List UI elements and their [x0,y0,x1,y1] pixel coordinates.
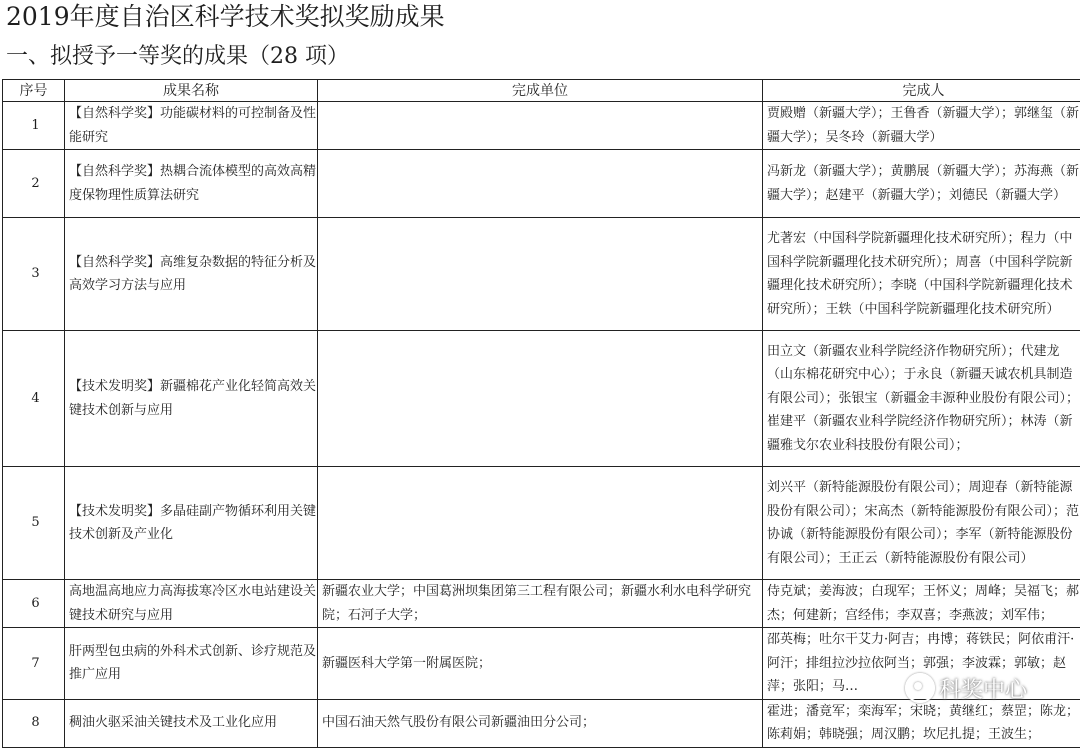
section-title: 一、拟授予一等奖的成果（28 项） [6,40,349,74]
row-unit: 新疆医科大学第一附属医院； [318,628,763,700]
table-header-row [3,80,1080,102]
row-name: 【技术发明奖】新疆棉花产业化轻简高效关键技术创新与应用 [65,331,318,467]
row-no: 8 [3,699,65,747]
row-no: 5 [3,467,65,580]
row-unit: 中国石油天然气股份有限公司新疆油田分公司； [318,699,763,747]
row-people: 霍进；潘竟军；栾海军；宋晓；黄继红；蔡罡；陈龙；陈莉娟；韩晓强；周汉鹏；坎尼扎提；王波生； [763,699,1080,747]
row-people: 尤著宏（中国科学院新疆理化技术研究所）；程力（中国科学院新疆理化技术研究所）；周喜（中国科学院新疆理化技术研究所）；李晓（中国科学院新疆理化技术研究所）；王轶（中国科学院新疆理化技术研究所） [763,218,1080,331]
table-row [3,467,1080,580]
row-unit [318,331,763,467]
document-title: 2019年度自治区科学技术奖拟奖励成果 [6,0,445,34]
row-people: 刘兴平（新特能源股份有限公司）；周迎春（新特能源股份有限公司）；宋高杰（新特能源股份有限公司）；范协诚（新特能源股份有限公司）；李军（新特能源股份有限公司）；王正云（新特能源股份有限公司） [763,467,1080,580]
table-row [3,580,1080,628]
row-unit [318,150,763,218]
row-no: 3 [3,218,65,331]
row-unit [318,102,763,150]
row-people: 侍克斌；姜海波；白现军；王怀义；周峰；吴福飞；郝杰；何建新；宫经伟；李双喜；李燕波；刘军伟； [763,580,1080,628]
table-row [3,150,1080,218]
row-people: 冯新龙（新疆大学）；黄鹏展（新疆大学）；苏海燕（新疆大学）；赵建平（新疆大学）；刘德民（新疆大学） [763,150,1080,218]
row-name: 【自然科学奖】热耦合流体模型的高效高精度保物理性质算法研究 [65,150,318,218]
row-people: 贾殿赠（新疆大学）；王鲁香（新疆大学）；郭继玺（新疆大学）；吴冬玲（新疆大学） [763,102,1080,150]
row-no: 7 [3,628,65,700]
row-no: 4 [3,331,65,467]
row-unit [318,218,763,331]
header-name: 成果名称 [65,80,318,102]
table-row [3,331,1080,467]
row-name: 稠油火驱采油关键技术及工业化应用 [65,699,318,747]
header-no: 序号 [3,80,65,102]
table-row [3,699,1080,747]
watermark-text: 科奖中心 [939,673,1027,704]
row-no: 1 [3,102,65,150]
header-unit: 完成单位 [318,80,763,102]
row-no: 2 [3,150,65,218]
row-people: 邵英梅；吐尔干艾力·阿吉；冉博；蒋铁民；阿依甫汗·阿汗；排组拉沙拉依阿当；郭强；李波霖；郭敏；赵萍；张阳；马… [763,628,1080,700]
row-name: 肝两型包虫病的外科术式创新、诊疗规范及推广应用 [65,628,318,700]
row-name: 【技术发明奖】多晶硅副产物循环利用关键技术创新及产业化 [65,467,318,580]
header-people: 完成人 [763,80,1080,102]
row-unit: 新疆农业大学；中国葛洲坝集团第三工程有限公司；新疆水利水电科学研究院；石河子大学； [318,580,763,628]
row-name: 【自然科学奖】功能碳材料的可控制备及性能研究 [65,102,318,150]
table-row [3,628,1080,700]
row-name: 【自然科学奖】高维复杂数据的特征分析及高效学习方法与应用 [65,218,318,331]
row-name: 高地温高地应力高海拔寒冷区水电站建设关键技术研究与应用 [65,580,318,628]
row-no: 6 [3,580,65,628]
row-unit [318,467,763,580]
table-row [3,102,1080,150]
table-row [3,218,1080,331]
awards-table [2,79,1080,748]
row-people: 田立文（新疆农业科学院经济作物研究所）；代建龙（山东棉花研究中心）；于永良（新疆天诚农机具制造有限公司）；张银宝（新疆金丰源种业股份有限公司）；崔建平（新疆农业科学院经济作物研究所）；林涛（新疆雅戈尔农业科技股份有限公司）； [763,331,1080,467]
